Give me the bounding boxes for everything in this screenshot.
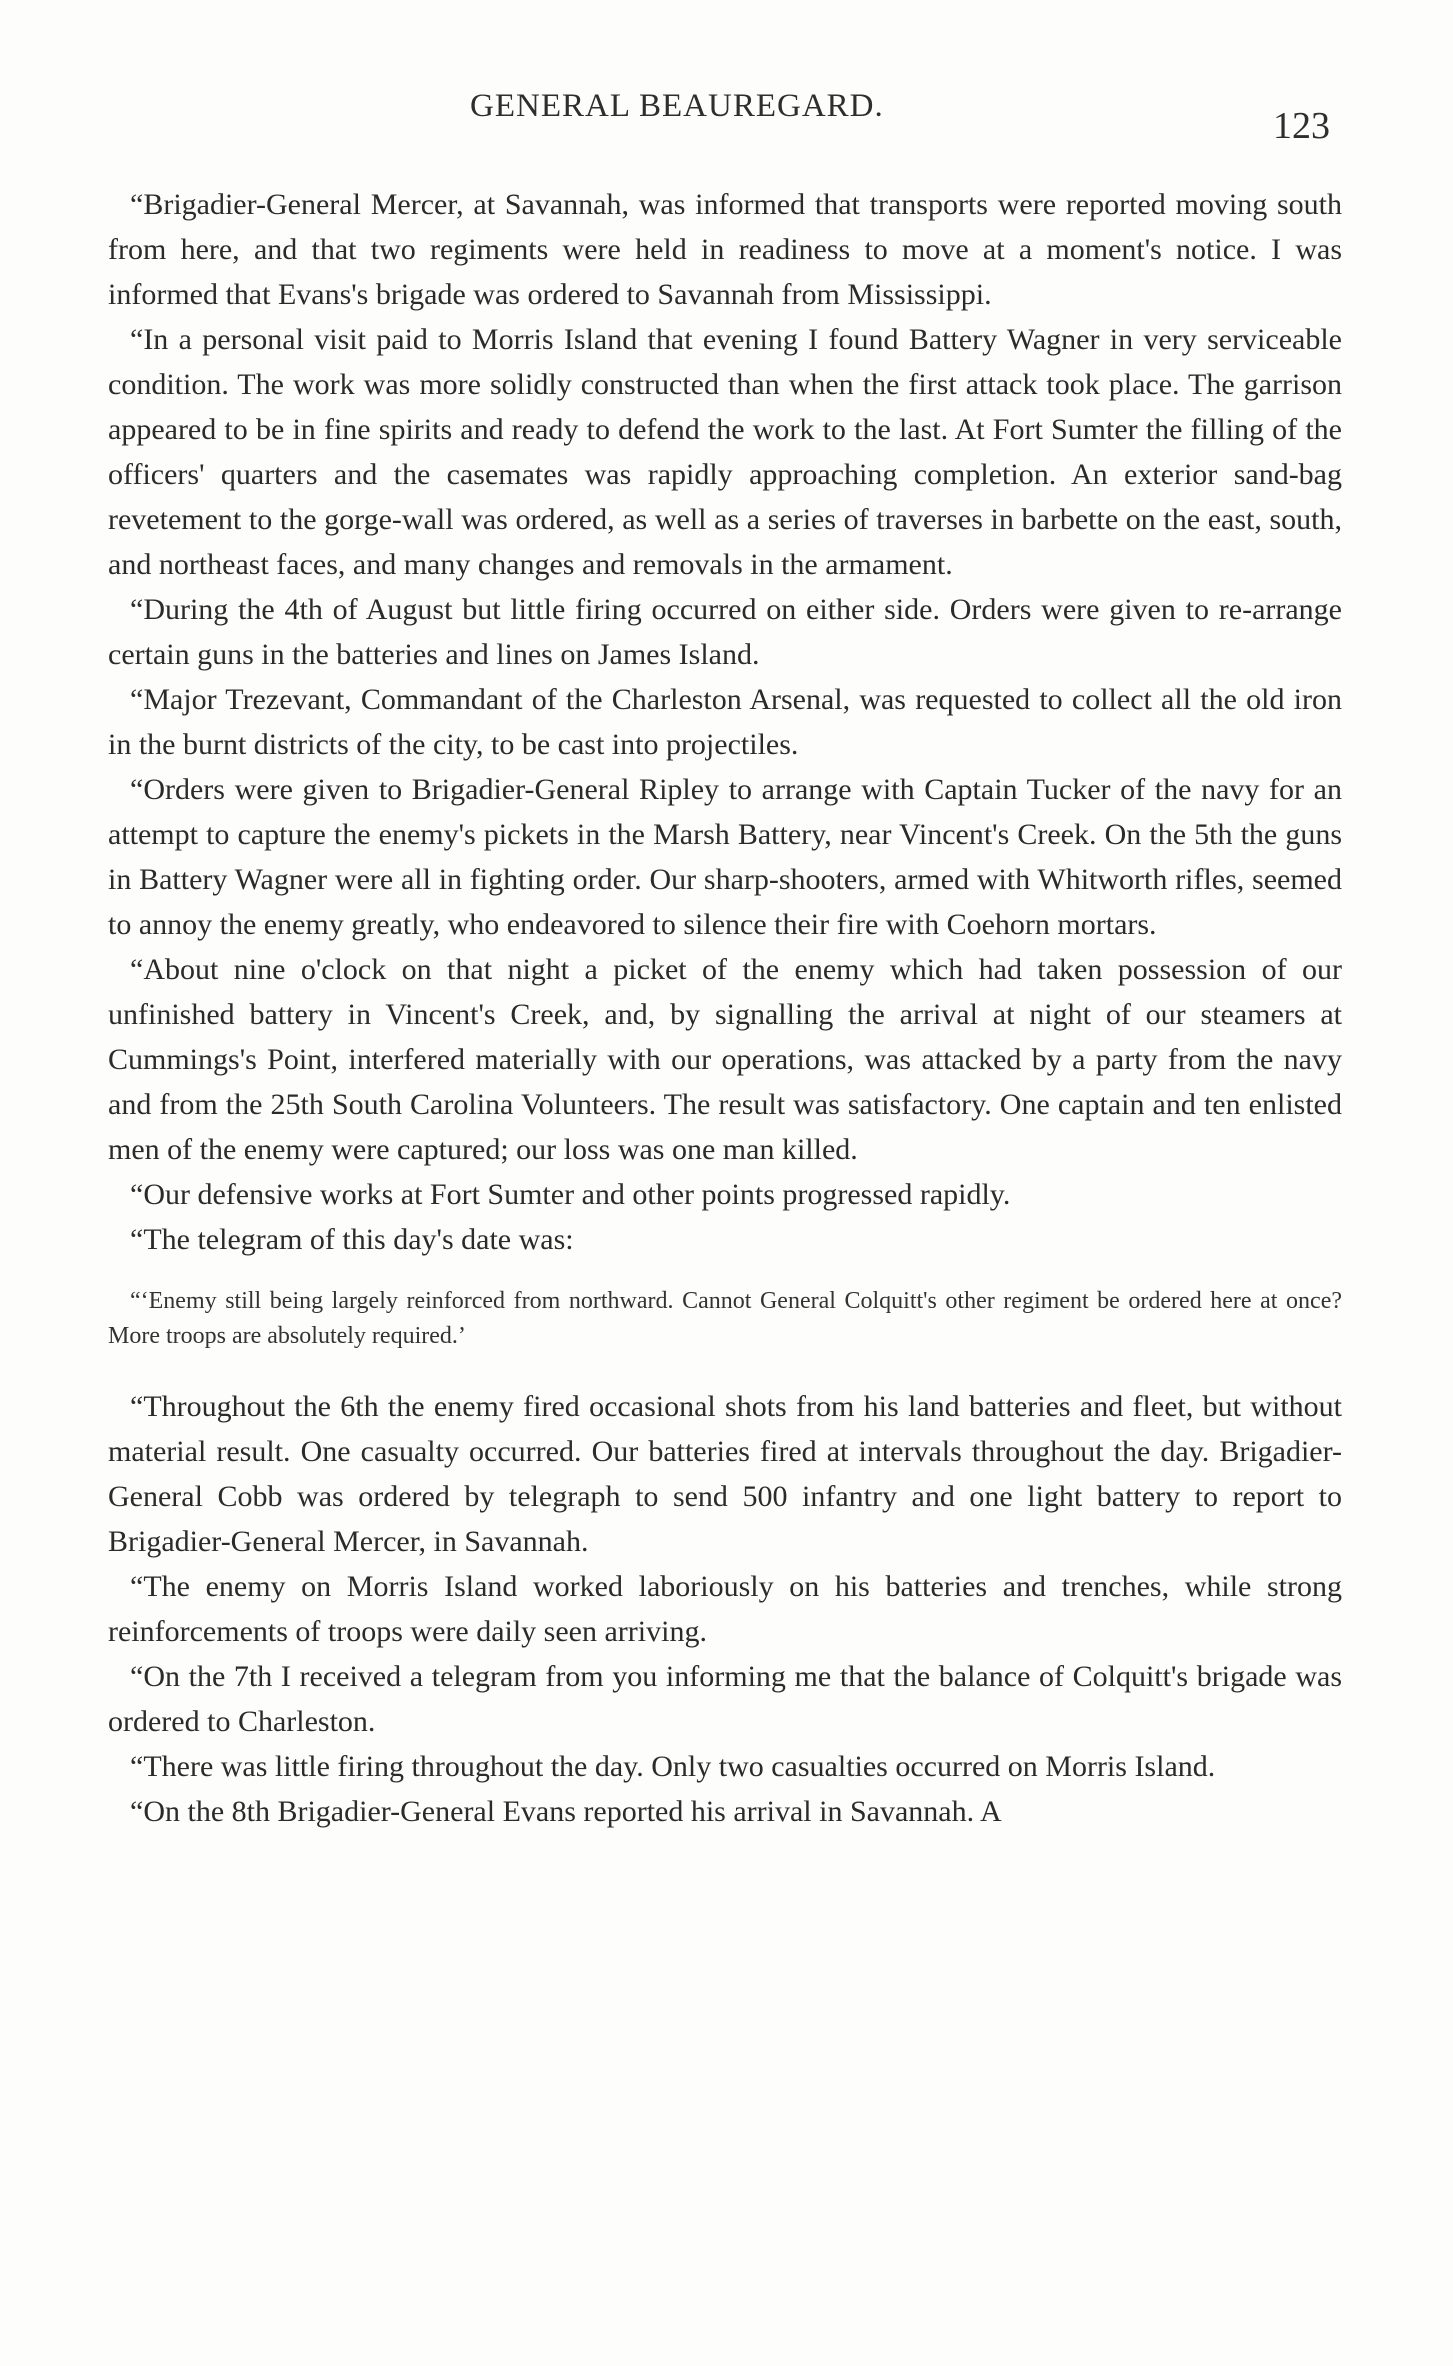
paragraph-fourth-of-august: “During the 4th of August but little firing occurred on either side. Orders were given to re-arrange certain guns in the batteries and lines on James Island. <box>108 593 1342 671</box>
paragraph-night-picket: “About nine o'clock on that night a picket of the enemy which had taken possession of our unfinished battery in Vincent's Creek, and, by signalling the arrival at night of our steamers at Cummings's Point, interfered materially with our operations, was attacked by a party from the navy and from the 25th South Carolina Volunteers. The result was satisfactory. One captain and ten enlisted men of the enemy were captured; our loss was one man killed. <box>108 953 1342 1166</box>
paragraph-morris-island-visit: “In a personal visit paid to Morris Island that evening I found Battery Wagner in very serviceable condition. The work was more solidly constructed than when the first attack took place. The garrison appeared to be in fine spirits and ready to defend the work to the last. At Fort Sumter the filling of the officers' quarters and the casemates was rapidly approaching completion. An exterior sand-bag revetement to the gorge-wall was ordered, as well as a series of traverses in barbette on the east, south, and northeast faces, and many changes and removals in the armament. <box>108 323 1342 581</box>
paragraph-enemy-labor: “The enemy on Morris Island worked laboriously on his batteries and trenches, while strong reinforcements of troops were daily seen arriving. <box>108 1570 1342 1648</box>
page-number: 123 <box>1273 105 1330 147</box>
paragraph-telegram-intro: “The telegram of this day's date was: <box>130 1223 574 1256</box>
body-text <box>108 182 1342 1834</box>
paragraph-sixth: “Throughout the 6th the enemy fired occasional shots from his land batteries and fleet, but without material result. One casualty occurred. Our batteries fired at intervals throughout the day. Brigadier-General Cobb was ordered by telegraph to send 500 infantry and one light battery to report to Brigadier-General Mercer, in Savannah. <box>108 1390 1342 1558</box>
running-head: GENERAL BEAUREGARD. <box>470 88 884 124</box>
paragraph-seventh: “On the 7th I received a telegram from you informing me that the balance of Colquitt's brigade was ordered to Charleston. <box>108 1660 1342 1738</box>
paragraph-little-firing: “There was little firing throughout the day. Only two casualties occurred on Morris Island. <box>130 1750 1216 1783</box>
paragraph-ripley-orders: “Orders were given to Brigadier-General Ripley to arrange with Captain Tucker of the navy for an attempt to capture the enemy's pickets in the Marsh Battery, near Vincent's Creek. On the 5th the guns in Battery Wagner were all in fighting order. Our sharp-shooters, armed with Whitworth rifles, seemed to annoy the enemy greatly, who endeavored to silence their fire with Coehorn mortars. <box>108 773 1342 941</box>
paragraph-eighth: “On the 8th Brigadier-General Evans reported his arrival in Savannah. A <box>130 1795 1002 1828</box>
paragraph-mercer-transports: “Brigadier-General Mercer, at Savannah, was informed that transports were reported moving south from here, and that two regiments were held in readiness to move at a moment's notice. I was informed that Evans's brigade was ordered to Savannah from Mississippi. <box>108 188 1342 311</box>
paragraph-defensive-works: “Our defensive works at Fort Sumter and other points progressed rapidly. <box>130 1178 1011 1211</box>
paragraph-trezevant: “Major Trezevant, Commandant of the Charleston Arsenal, was requested to collect all the old iron in the burnt districts of the city, to be cast into projectiles. <box>108 683 1342 761</box>
telegram-quote: “‘Enemy still being largely reinforced from northward. Cannot General Colquitt's other regiment be ordered here at once? More troops are absolutely required.’ <box>108 1288 1342 1349</box>
